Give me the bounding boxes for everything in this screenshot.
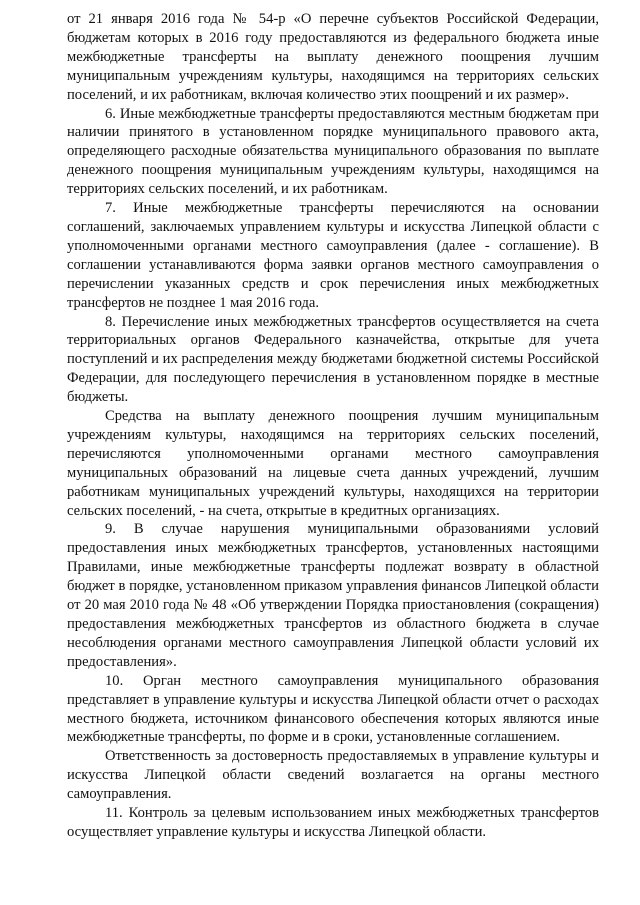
paragraph-item-11: 11. Контроль за целевым использованием иных межбюджетных трансфертов осуществляет управление культуры и искусства Липецкой области. <box>67 805 599 840</box>
document-page <box>67 10 599 842</box>
paragraph-item-7: 7. Иные межбюджетные трансферты перечисляются на основании соглашений, заключаемых управлением культуры и искусства Липецкой области с уполномоченными органами местного самоуправления (далее - соглашение). В соглашении устанавливаются форма заявки органов местного самоуправления о перечислении указанных средств и срок перечисления иных межбюджетных трансфертов не позднее 1 мая 2016 года. <box>67 200 599 311</box>
paragraph-continuation: от 21 января 2016 года № 54-р «О перечне субъектов Российской Федерации, бюджетам которых в 2016 году предоставляются из федерального бюджета иные межбюджетные трансферты на выплату денежного поощрения лучшим муниципальным учреждениям культуры, находящимся на территориях сельских поселений, и их работникам, включая количество этих поощрений и их размер». <box>67 11 599 103</box>
paragraph-item-8: 8. Перечисление иных межбюджетных трансфертов осуществляется на счета территориальных органов Федерального казначейства, открытые для учета поступлений и их распределения между бюджетами бюджетной системы Российской Федерации, для последующего перечисления в установленном порядке в местные бюджеты. <box>67 313 599 406</box>
paragraph-funds-transfer: Средства на выплату денежного поощрения лучшим муниципальным учреждениям культуры, находящимся на территориях сельских поселений, перечисляются уполномоченными органами местного самоуправления муниципальных образований на лицевые счета данных учреждений, лучшим работникам муниципальных учреждений культуры, находящихся на территории сельских поселений, - на счета, открытые в кредитных организациях. <box>67 408 599 519</box>
paragraph-item-10: 10. Орган местного самоуправления муниципального образования представляет в управление культуры и искусства Липецкой области отчет о расходах местного бюджета, источником финансового обеспечения которых являются иные межбюджетные трансферты, по форме и в сроки, установленные соглашением. <box>67 672 599 746</box>
paragraph-item-9: 9. В случае нарушения муниципальными образованиями условий предоставления иных межбюджетных трансфертов, установленных настоящими Правилами, иные межбюджетные трансферты подлежат возврату в областной бюджет в порядке, установленном приказом управления финансов Липецкой области от 20 мая 2010 года № 48 «Об утверждении Порядка приостановления (сокращения) предоставления межбюджетных трансфертов из областного бюджета в случае несоблюдения органами местного самоуправления Липецкой области условий их предоставления». <box>67 521 599 670</box>
paragraph-item-6: 6. Иные межбюджетные трансферты предоставляются местным бюджетам при наличии принятого в установленном порядке муниципального правового акта, определяющего расходные обязательства муниципального образования по выплате денежного поощрения муниципальным учреждениям культуры, находящимся на территориях сельских поселений, и их работникам. <box>67 105 599 198</box>
paragraph-responsibility: Ответственность за достоверность предоставляемых в управление культуры и искусства Липецкой области сведений возлагается на органы местного самоуправления. <box>67 748 599 803</box>
